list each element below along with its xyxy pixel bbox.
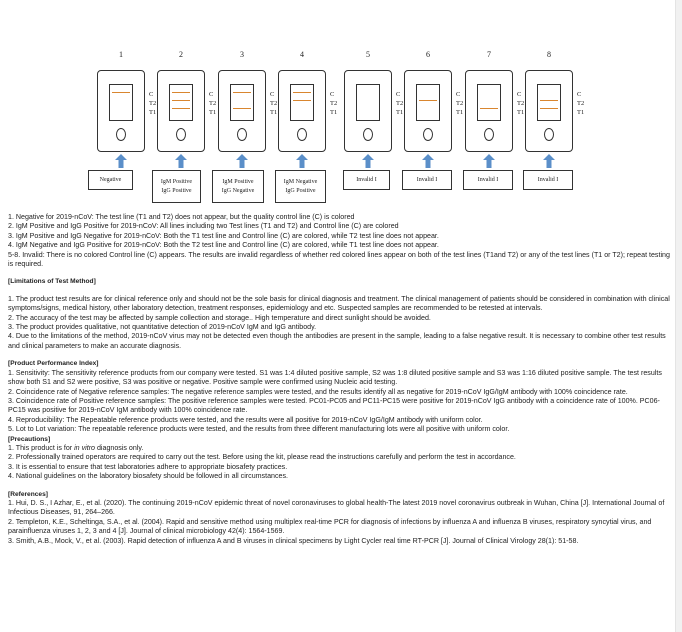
result-line-c	[293, 92, 311, 93]
reference-item: 3. Smith, A.B., Mock, V., et al. (2003). Rapid detection of influenza A and B viruses in clinical specimens by Light Cycler real time RT-PCR [J]. Journal of Clinical Virology 28(1): 51-58.	[8, 536, 579, 545]
references-list	[8, 499, 670, 546]
result-window	[290, 84, 314, 121]
test-cassette	[218, 70, 266, 152]
test-cassette	[278, 70, 326, 152]
line-marker-label: T1	[517, 109, 525, 116]
result-label-box	[523, 170, 573, 190]
strip-number: 8	[547, 50, 551, 59]
precautions-list	[8, 444, 670, 482]
result-label-box	[212, 170, 264, 203]
line-marker-label: T2	[456, 100, 464, 107]
interpretation-item: 4. IgM Negative and IgG Positive for 2019-nCoV: Both the T2 test line and Control line (C) are colored, while T1 test line does not appear.	[8, 241, 439, 250]
performance-list	[8, 369, 670, 435]
result-label-text: IgG Positive	[285, 187, 316, 194]
sample-well	[297, 128, 307, 141]
up-arrow-icon	[296, 154, 308, 168]
line-marker-label: T2	[577, 100, 585, 107]
strip-number: 1	[119, 50, 123, 59]
limitations-list	[8, 295, 670, 351]
result-label-text: Invalid I	[416, 176, 438, 183]
strip-number: 3	[240, 50, 244, 59]
result-window	[416, 84, 440, 121]
result-label-box	[343, 170, 390, 190]
line-marker-label: T2	[149, 100, 157, 107]
sample-well	[363, 128, 373, 141]
interpretation-item: 3. IgM Positive and IgG Negative for 2019-nCoV: Both the T1 test line and Control line (C) are colored, while T2 test line does not appear.	[8, 231, 439, 240]
line-marker-label: C	[577, 91, 582, 98]
line-marker-label: C	[209, 91, 214, 98]
result-label-box	[88, 170, 133, 190]
result-label-text: Invalid I	[477, 176, 499, 183]
up-arrow-icon	[543, 154, 555, 168]
line-marker-label: T2	[330, 100, 338, 107]
line-marker-label: C	[149, 91, 154, 98]
line-marker-label: T1	[456, 109, 464, 116]
result-label-text: Invalid I	[356, 176, 377, 183]
line-markers	[577, 90, 589, 117]
line-marker-label: T2	[396, 100, 404, 107]
sample-well	[544, 128, 554, 141]
test-cassette	[525, 70, 573, 152]
test-cassette	[465, 70, 513, 152]
performance-item: 4. Reproducibility: The Repeatable reference products were tested, and the results were all positive for 2019-nCoV IgG/IgM antibody with uniform color.	[8, 415, 483, 424]
test-cassette	[404, 70, 452, 152]
strip-number: 4	[300, 50, 304, 59]
result-label-box	[275, 170, 326, 203]
result-window	[537, 84, 561, 121]
strip-number: 6	[426, 50, 430, 59]
result-label-box	[402, 170, 452, 190]
strip-number: 5	[366, 50, 370, 59]
strip-number: 7	[487, 50, 491, 59]
test-cassette	[97, 70, 145, 152]
result-window	[230, 84, 254, 121]
result-window	[477, 84, 501, 121]
line-marker-label: T2	[517, 100, 525, 107]
precaution-item: 3. It is essential to ensure that test laboratories adhere to appropriate biosafety practices.	[8, 462, 288, 471]
performance-item: 3. Coincidence rate of Positive reference samples: The positive reference samples were tested. PC01-PC05 and PC11-PC15 were positive for 2019-nCoV IgG antibody with a coincidence rate of 100%. PC06-PC15 was positive for 2019-nCoV IgM antibody with 100% coincidence rate.	[8, 396, 660, 415]
precaution-item: 1. This product is for in vitro diagnosis only.	[8, 443, 144, 452]
result-label-text: IgG Positive	[161, 187, 192, 194]
up-arrow-icon	[483, 154, 495, 168]
result-label-text: IgM Positive	[160, 178, 193, 185]
line-marker-label: C	[456, 91, 461, 98]
precaution-item: 4. National guidelines on the laboratory biosafety should be followed in all circumstances.	[8, 472, 288, 481]
result-line-c	[233, 92, 251, 93]
line-marker-label: T1	[330, 109, 338, 116]
limitation-item: 3. The product provides qualitative, not quantitative detection of 2019-nCoV IgM and IgG antibody.	[8, 323, 317, 332]
precautions-heading: [Precautions]	[8, 435, 51, 443]
performance-item: 2. Coincidence rate of Negative reference samples: The negative reference samples were tested, and the results identify all as negative for 2019-nCoV IgG/IgM antibody with 100% coincidence rate.	[8, 387, 628, 396]
line-markers	[330, 90, 342, 117]
result-label-text: IgM Negative	[283, 178, 318, 185]
line-marker-label: C	[330, 91, 335, 98]
sample-well	[116, 128, 126, 141]
sample-well	[423, 128, 433, 141]
up-arrow-icon	[175, 154, 187, 168]
line-marker-label: C	[270, 91, 275, 98]
result-line-t1	[172, 108, 190, 109]
strip-number: 2	[179, 50, 183, 59]
line-marker-label: T2	[209, 100, 217, 107]
result-label-text: Invalid I	[537, 176, 559, 183]
result-line-t2	[172, 100, 190, 101]
limitation-item: 4. Due to the limitations of the method, 2019-nCoV virus may not be detected even though the antibodies are present in the sample, leading to a false negative result. It is necessary to combine other test results and clinical parameters to make an accurate diagnosis.	[8, 332, 666, 350]
line-marker-label: C	[396, 91, 401, 98]
vertical-scrollbar[interactable]	[675, 0, 682, 632]
interpretation-item: 1. Negative for 2019-nCoV: The test line (T1 and T2) does not appear, but the quality control line (C) is colored	[8, 213, 355, 221]
result-line-t2	[293, 100, 311, 101]
interpretation-list	[8, 213, 670, 269]
result-window	[109, 84, 133, 121]
line-marker-label: C	[517, 91, 522, 98]
line-marker-label: T1	[270, 109, 278, 116]
reference-item: 2. Templeton, K.E., Scheltinga, S.A., et al. (2004). Rapid and sensitive method using multiplex real-time PCR for diagnosis of infections by influenza A and influenza B viruses, respiratory syncytial virus, and parainfluenza viruses 1, 2, 3 and 4 [J]. Journal of clinical microbiology 42(4): 1564-1569.	[8, 517, 652, 536]
result-line-t2	[419, 100, 437, 101]
test-cassette	[157, 70, 205, 152]
precaution-item: 2. Professionally trained operators are required to carry out the test. Before using the kit, please read the instructions carefully and perform the test in accordance.	[8, 453, 516, 462]
result-line-c	[112, 92, 130, 93]
result-label-box	[463, 170, 513, 190]
test-cassette	[344, 70, 392, 152]
result-line-t1	[540, 108, 558, 109]
sample-well	[237, 128, 247, 141]
result-label-text: Negative	[99, 176, 122, 183]
up-arrow-icon	[115, 154, 127, 168]
result-window	[356, 84, 380, 121]
references-heading: [References]	[8, 490, 48, 498]
result-line-t2	[540, 100, 558, 101]
line-marker-label: T1	[577, 109, 585, 116]
result-label-text: IgG Negative	[221, 187, 255, 194]
interpretation-item: 5-8. Invalid: There is no colored Control line (C) appears. The results are invalid regardless of whether red colored lines appear on both of the test lines (T1and T2) or any of the test lines (T1 or T2); repeat testing is required.	[8, 250, 670, 269]
document-text	[8, 213, 670, 546]
result-label-box	[152, 170, 201, 203]
performance-item: 5. Lot to Lot variation: The repeatable reference products were tested, and the results from three different manufacturing lots were all positive with uniform color.	[8, 425, 510, 434]
interpretation-item: 2. IgM Positive and IgG Positive for 2019-nCoV: All lines including two Test lines (T1 and T2) and Control line (C) are colored	[8, 222, 399, 231]
limitation-item: 2. The accuracy of the test may be affected by sample collection and storage.. High temperature and direct sunlight should be avoided.	[8, 313, 431, 322]
reference-item: 1. Hui, D. S., I Azhar, E., et al. (2020). The continuing 2019-nCoV epidemic threat of novel coronaviruses to global health-The latest 2019 novel coronavirus outbreak in Wuhan, China [J]. International Journal of Infectious Diseases, 91, 264–266.	[8, 498, 665, 517]
performance-item: 1. Sensitivity: The sensitivity reference products from our company were tested. S1 was 1:4 diluted positive sample, S2 was 1:8 diluted positive sample and S3 was 1:16 diluted positive sample. The test results show both S1 and S2 were positive, S3 was positive or negative. Positive sample were confirmed using Nucleic acid testing.	[8, 368, 662, 387]
limitation-item: 1. The product test results are for clinical reference only and should not be the sole basis for clinical diagnosis and treatment. The clinical management of patients should be considered in combination with clinical symptoms/signs, medical history, other laboratory detection, treatment responses, epidemiology and etc. Suspected samples are recommended to be retested at intervals.	[8, 294, 670, 313]
performance-heading: [Product Performance Index]	[8, 360, 99, 368]
up-arrow-icon	[362, 154, 374, 168]
result-line-c	[172, 92, 190, 93]
sample-well	[176, 128, 186, 141]
result-line-t1	[480, 108, 498, 109]
line-marker-label: T1	[209, 109, 217, 116]
sample-well	[484, 128, 494, 141]
result-label-text: IgM Positive	[222, 178, 254, 185]
limitations-heading: [Limitations of Test Method]	[8, 278, 96, 286]
up-arrow-icon	[236, 154, 248, 168]
result-line-t1	[233, 108, 251, 109]
line-marker-label: T2	[270, 100, 278, 107]
line-marker-label: T1	[149, 109, 157, 116]
test-result-diagram	[0, 0, 675, 215]
result-window	[169, 84, 193, 121]
up-arrow-icon	[422, 154, 434, 168]
line-marker-label: T1	[396, 109, 404, 116]
